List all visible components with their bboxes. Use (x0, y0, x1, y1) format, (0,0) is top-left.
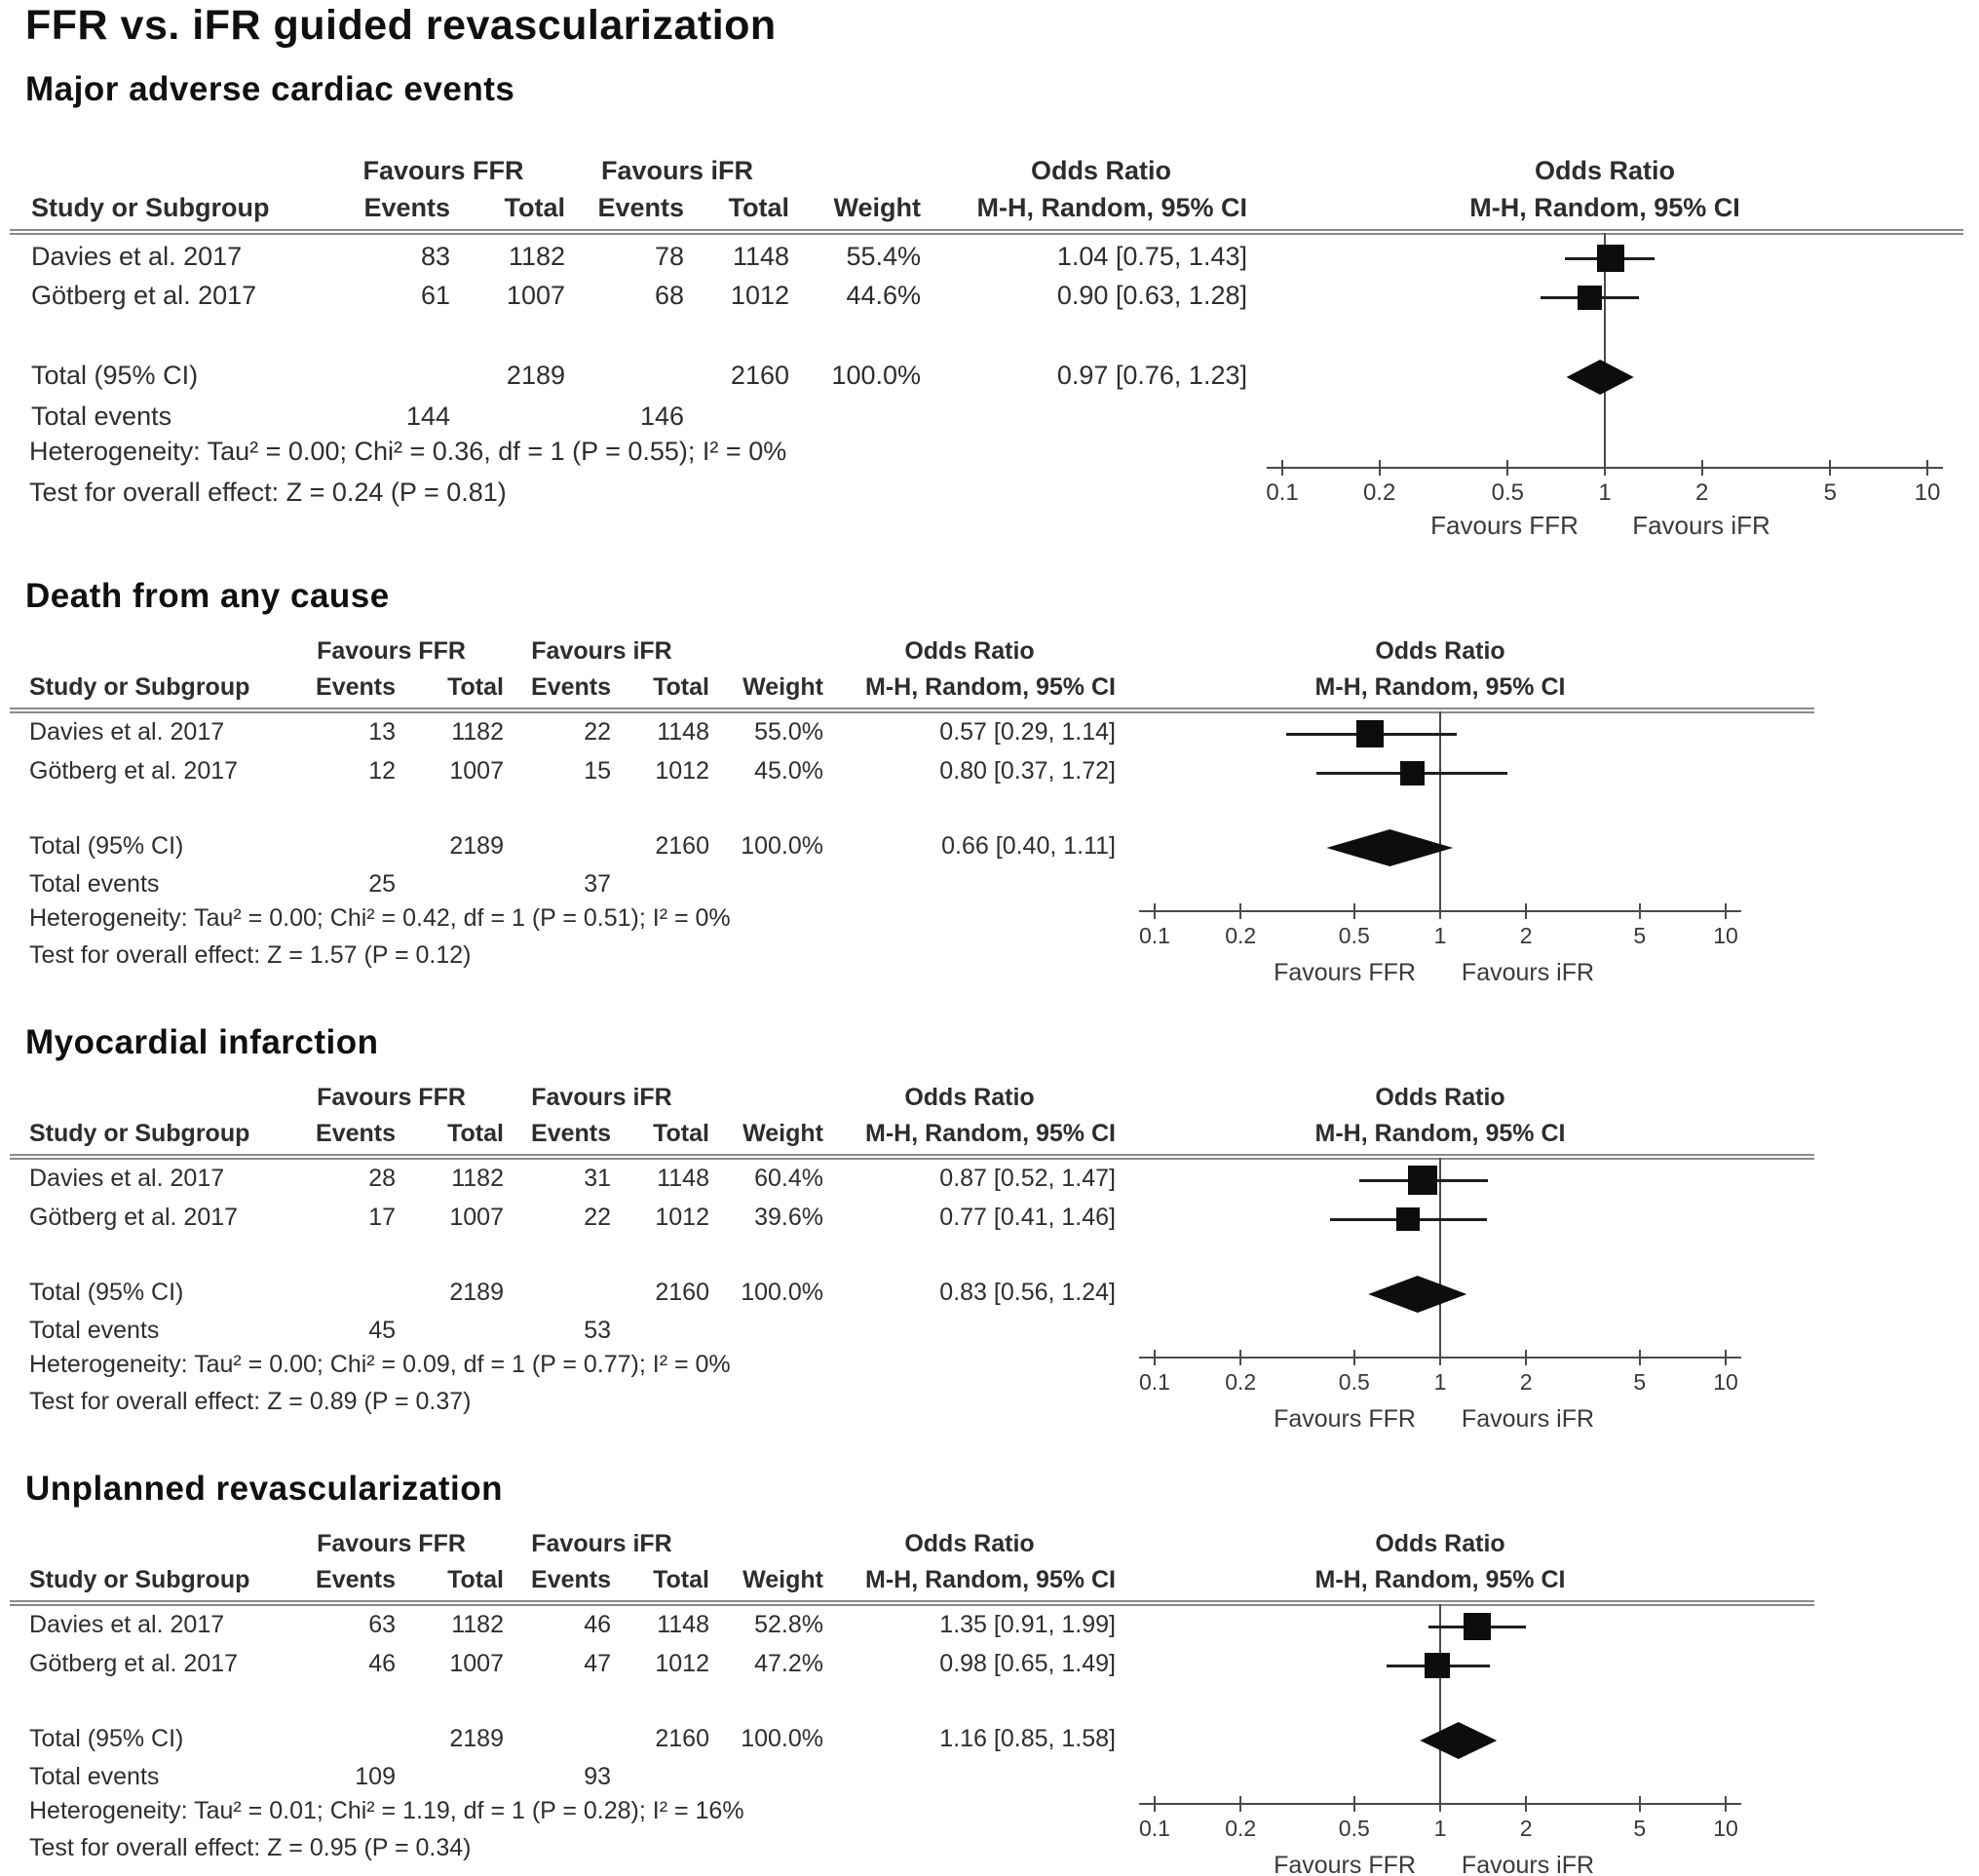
summary-diamond (1368, 1276, 1466, 1313)
panel-heading: Major adverse cardiac events (25, 70, 515, 108)
col-header-weight: Weight (742, 1120, 823, 1147)
total-ffr: 1007 (449, 1204, 504, 1231)
events-ifr: 47 (584, 1650, 611, 1677)
axis-tick (1701, 460, 1703, 476)
axis-tick-label: 1 (1433, 1816, 1447, 1841)
col-header-events: Events (316, 1566, 396, 1593)
total-ffr: 1007 (449, 1650, 504, 1677)
or-ci-text: 1.04 [0.75, 1.43] (1056, 242, 1247, 271)
summary-diamond (1420, 1722, 1497, 1759)
axis-tick-label: 0.5 (1338, 923, 1370, 948)
axis-tick-label: 2 (1519, 1369, 1533, 1395)
total-weight: 100.0% (741, 1725, 823, 1752)
study-name: Götberg et al. 2017 (31, 281, 257, 310)
col-header-events: Events (531, 1120, 611, 1147)
total-weight: 100.0% (741, 1279, 823, 1306)
axis-tick-label: 0.1 (1139, 923, 1170, 948)
study-name: Götberg et al. 2017 (29, 1650, 239, 1677)
axis-tick-label: 2 (1694, 479, 1709, 506)
weight: 55.0% (754, 718, 823, 746)
axis-tick-label: 1 (1433, 1369, 1447, 1395)
col-header-total: Total (504, 193, 565, 222)
favours-left-label: Favours FFR (1274, 1405, 1416, 1433)
col-header-weight: Weight (742, 673, 823, 701)
favours-right-label: Favours iFR (1461, 1852, 1595, 1876)
events-ffr: 28 (368, 1165, 396, 1192)
axis-tick (1525, 1350, 1527, 1365)
axis-tick-label: 0.5 (1338, 1816, 1370, 1841)
axis-tick (1154, 1350, 1156, 1365)
events-ffr: 12 (368, 757, 396, 785)
col-header-total: Total (447, 1120, 504, 1147)
total-ifr: 1012 (655, 757, 709, 785)
plot-header-odds-ratio: Odds Ratio (1375, 637, 1505, 665)
col-header-method: M-H, Random, 95% CI (976, 193, 1247, 222)
axis-tick-label: 1 (1598, 479, 1612, 506)
total-ifr: 1148 (657, 718, 709, 746)
axis-tick (1439, 1796, 1441, 1812)
axis-tick (1926, 460, 1928, 476)
col-header-study: Study or Subgroup (29, 673, 250, 701)
axis-tick-label: 2 (1519, 1816, 1533, 1841)
axis-tick (1639, 903, 1641, 919)
total-events-label: Total events (29, 1763, 160, 1790)
events-ffr: 13 (368, 718, 396, 746)
col-header-favours-ffr: Favours FFR (317, 1084, 466, 1111)
no-effect-line (1439, 711, 1441, 911)
axis-tick (1639, 1350, 1641, 1365)
total-or-ci: 1.16 [0.85, 1.58] (939, 1725, 1116, 1752)
favours-left-label: Favours FFR (1430, 511, 1579, 540)
col-header-total: Total (653, 673, 709, 701)
panel-heading: Death from any cause (25, 577, 390, 615)
axis-tick (1525, 1796, 1527, 1812)
heterogeneity-line: Heterogeneity: Tau² = 0.01; Chi² = 1.19, df = 1 (P = 0.28); I² = 16% (29, 1797, 744, 1824)
favours-right-label: Favours iFR (1461, 1405, 1595, 1433)
total-events-ffr: 109 (355, 1763, 396, 1790)
events-ffr: 63 (368, 1611, 396, 1638)
total-ifr: 1012 (655, 1650, 709, 1677)
favours-right-label: Favours iFR (1632, 511, 1770, 540)
total-events-ffr: 25 (368, 870, 396, 898)
study-name: Davies et al. 2017 (29, 718, 225, 746)
axis-tick-label: 10 (1713, 923, 1738, 948)
axis-tick (1725, 903, 1727, 919)
col-header-method: M-H, Random, 95% CI (865, 673, 1116, 701)
favours-right-label: Favours iFR (1461, 959, 1595, 986)
axis-tick-label: 5 (1823, 479, 1838, 506)
weight: 52.8% (754, 1611, 823, 1638)
total-ifr: 2160 (655, 832, 709, 860)
total-ffr: 2189 (449, 832, 504, 860)
col-header-favours-ifr: Favours iFR (531, 1530, 672, 1557)
total-label: Total (95% CI) (29, 832, 184, 860)
panel-heading: Unplanned revascularization (25, 1470, 504, 1508)
axis-tick-label: 10 (1914, 479, 1941, 506)
panel-myocardial-infarction (0, 1023, 1979, 1470)
col-header-events: Events (531, 673, 611, 701)
events-ifr: 22 (584, 1204, 611, 1231)
axis-tick-label: 10 (1713, 1816, 1738, 1841)
summary-diamond (1326, 829, 1453, 866)
summary-diamond (1567, 360, 1634, 395)
events-ifr: 31 (584, 1165, 611, 1192)
or-square (1464, 1613, 1491, 1640)
col-header-favours-ffr: Favours FFR (362, 156, 524, 185)
favours-left-label: Favours FFR (1274, 1852, 1416, 1876)
total-ffr: 1182 (451, 1611, 504, 1638)
study-name: Götberg et al. 2017 (29, 757, 239, 785)
col-header-odds-ratio: Odds Ratio (904, 1084, 1035, 1111)
or-ci-text: 0.80 [0.37, 1.72] (939, 757, 1116, 785)
total-ffr: 2189 (449, 1725, 504, 1752)
col-header-study: Study or Subgroup (31, 193, 270, 222)
total-weight: 100.0% (831, 361, 921, 390)
panel-major-adverse-cardiac-events (0, 70, 1979, 577)
total-ifr: 1012 (730, 281, 789, 310)
figure-title: FFR vs. iFR guided revascularization (25, 2, 777, 49)
weight: 55.4% (846, 242, 921, 271)
axis-tick-label: 5 (1633, 923, 1647, 948)
events-ffr: 17 (368, 1204, 396, 1231)
or-square (1400, 761, 1425, 785)
study-name: Davies et al. 2017 (29, 1611, 225, 1638)
col-header-study: Study or Subgroup (29, 1566, 250, 1593)
weight: 47.2% (754, 1650, 823, 1677)
or-square (1408, 1166, 1437, 1195)
favours-left-label: Favours FFR (1274, 959, 1416, 986)
total-ifr: 1012 (655, 1204, 709, 1231)
total-ifr: 2160 (655, 1279, 709, 1306)
col-header-favours-ifr: Favours iFR (531, 1084, 672, 1111)
axis-tick (1506, 460, 1508, 476)
axis-tick-label: 0.2 (1225, 1816, 1257, 1841)
col-header-favours-ffr: Favours FFR (317, 1530, 466, 1557)
no-effect-line (1439, 1158, 1441, 1358)
axis-tick-label: 0.1 (1139, 1369, 1170, 1395)
col-header-total: Total (653, 1120, 709, 1147)
col-header-weight: Weight (742, 1566, 823, 1593)
col-header-events: Events (316, 1120, 396, 1147)
axis-tick-label: 0.1 (1266, 479, 1299, 506)
events-ifr: 22 (584, 718, 611, 746)
study-name: Davies et al. 2017 (29, 1165, 225, 1192)
panel-unplanned-revascularization (0, 1470, 1979, 1876)
events-ifr: 15 (584, 757, 611, 785)
plot-header-method: M-H, Random, 95% CI (1314, 673, 1566, 701)
or-ci-text: 0.77 [0.41, 1.46] (939, 1204, 1116, 1231)
axis-tick (1154, 903, 1156, 919)
col-header-total: Total (447, 673, 504, 701)
total-ffr: 1007 (506, 281, 565, 310)
col-header-odds-ratio: Odds Ratio (1030, 156, 1171, 185)
axis-tick-label: 1 (1433, 923, 1447, 948)
total-events-ifr: 146 (639, 402, 684, 431)
col-header-total: Total (447, 1566, 504, 1593)
col-header-odds-ratio: Odds Ratio (904, 637, 1035, 665)
total-events-ifr: 53 (584, 1317, 611, 1344)
heterogeneity-line: Heterogeneity: Tau² = 0.00; Chi² = 0.09, df = 1 (P = 0.77); I² = 0% (29, 1351, 731, 1378)
total-weight: 100.0% (741, 832, 823, 860)
axis-tick-label: 10 (1713, 1369, 1738, 1395)
axis-tick-label: 0.5 (1338, 1369, 1370, 1395)
axis-tick-label: 0.2 (1225, 923, 1257, 948)
events-ifr: 46 (584, 1611, 611, 1638)
weight: 39.6% (754, 1204, 823, 1231)
axis-tick (1725, 1796, 1727, 1812)
col-header-total: Total (728, 193, 789, 222)
total-ifr: 1148 (732, 242, 789, 271)
study-name: Davies et al. 2017 (31, 242, 243, 271)
axis-tick (1829, 460, 1831, 476)
events-ffr: 61 (420, 281, 450, 310)
total-events-ifr: 37 (584, 870, 611, 898)
weight: 60.4% (754, 1165, 823, 1192)
events-ffr: 46 (368, 1650, 396, 1677)
axis-tick-label: 0.5 (1491, 479, 1525, 506)
col-header-events: Events (316, 673, 396, 701)
total-ifr: 2160 (655, 1725, 709, 1752)
axis-tick (1154, 1796, 1156, 1812)
total-events-label: Total events (31, 402, 172, 431)
weight: 45.0% (754, 757, 823, 785)
or-square (1396, 1207, 1420, 1231)
total-events-ifr: 93 (584, 1763, 611, 1790)
study-name: Götberg et al. 2017 (29, 1204, 239, 1231)
axis-tick-label: 0.2 (1225, 1369, 1257, 1395)
total-label: Total (95% CI) (31, 361, 199, 390)
or-ci-text: 0.57 [0.29, 1.14] (939, 718, 1116, 746)
plot-header-odds-ratio: Odds Ratio (1375, 1530, 1505, 1557)
axis-tick (1353, 1796, 1355, 1812)
or-ci-text: 1.35 [0.91, 1.99] (939, 1611, 1116, 1638)
axis-tick (1604, 460, 1606, 476)
total-ffr: 2189 (506, 361, 565, 390)
axis-tick (1725, 1350, 1727, 1365)
or-ci-text: 0.90 [0.63, 1.28] (1056, 281, 1247, 310)
col-header-events: Events (363, 193, 450, 222)
events-ffr: 83 (420, 242, 450, 271)
total-ffr: 1182 (451, 718, 504, 746)
total-or-ci: 0.83 [0.56, 1.24] (939, 1279, 1116, 1306)
total-ifr: 1148 (657, 1611, 709, 1638)
axis-tick-label: 0.1 (1139, 1816, 1170, 1841)
or-ci-text: 0.98 [0.65, 1.49] (939, 1650, 1116, 1677)
total-events-label: Total events (29, 870, 160, 898)
or-square (1597, 245, 1624, 272)
total-ffr: 1182 (508, 242, 565, 271)
total-events-ffr: 45 (368, 1317, 396, 1344)
no-effect-line (1439, 1604, 1441, 1804)
forest-plot (0, 1470, 1979, 1876)
total-ifr: 2160 (730, 361, 789, 390)
col-header-odds-ratio: Odds Ratio (904, 1530, 1035, 1557)
total-events-ffr: 144 (405, 402, 450, 431)
overall-effect-line: Test for overall effect: Z = 0.89 (P = 0.37) (29, 1388, 472, 1415)
panel-death-from-any-cause (0, 577, 1979, 1023)
forest-plot (0, 577, 1979, 1023)
or-square (1356, 720, 1384, 747)
or-square (1425, 1653, 1450, 1678)
axis-tick-label: 5 (1633, 1816, 1647, 1841)
col-header-events: Events (597, 193, 684, 222)
plot-header-method: M-H, Random, 95% CI (1314, 1120, 1566, 1147)
total-events-label: Total events (29, 1317, 160, 1344)
overall-effect-line: Test for overall effect: Z = 0.24 (P = 0.81) (29, 478, 507, 507)
col-header-events: Events (531, 1566, 611, 1593)
plot-header-odds-ratio: Odds Ratio (1375, 1084, 1505, 1111)
axis-tick (1639, 1796, 1641, 1812)
or-ci-text: 0.87 [0.52, 1.47] (939, 1165, 1116, 1192)
overall-effect-line: Test for overall effect: Z = 1.57 (P = 0.12) (29, 941, 472, 969)
axis-tick (1525, 903, 1527, 919)
total-or-ci: 0.66 [0.40, 1.11] (941, 832, 1116, 860)
total-ffr: 1182 (451, 1165, 504, 1192)
axis-tick (1353, 903, 1355, 919)
axis-tick (1239, 903, 1241, 919)
col-header-favours-ffr: Favours FFR (317, 637, 466, 665)
plot-header-odds-ratio: Odds Ratio (1534, 156, 1675, 185)
events-ifr: 68 (654, 281, 684, 310)
heterogeneity-line: Heterogeneity: Tau² = 0.00; Chi² = 0.36, df = 1 (P = 0.55); I² = 0% (29, 437, 787, 466)
total-ffr: 2189 (449, 1279, 504, 1306)
axis-tick (1239, 1350, 1241, 1365)
col-header-method: M-H, Random, 95% CI (865, 1120, 1116, 1147)
total-label: Total (95% CI) (29, 1725, 184, 1752)
axis-tick (1353, 1350, 1355, 1365)
col-header-study: Study or Subgroup (29, 1120, 250, 1147)
axis-tick-label: 5 (1633, 1369, 1647, 1395)
col-header-weight: Weight (833, 193, 921, 222)
panel-heading: Myocardial infarction (25, 1023, 379, 1061)
col-header-total: Total (653, 1566, 709, 1593)
col-header-favours-ifr: Favours iFR (531, 637, 672, 665)
weight: 44.6% (846, 281, 921, 310)
total-ffr: 1007 (449, 757, 504, 785)
col-header-favours-ifr: Favours iFR (600, 156, 754, 185)
total-label: Total (95% CI) (29, 1279, 184, 1306)
axis-tick-label: 0.2 (1362, 479, 1396, 506)
axis-tick (1281, 460, 1283, 476)
plot-header-method: M-H, Random, 95% CI (1314, 1566, 1566, 1593)
forest-plot (0, 1023, 1979, 1470)
heterogeneity-line: Heterogeneity: Tau² = 0.00; Chi² = 0.42, df = 1 (P = 0.51); I² = 0% (29, 904, 731, 932)
axis-tick (1379, 460, 1381, 476)
axis-tick (1239, 1796, 1241, 1812)
total-or-ci: 0.97 [0.76, 1.23] (1056, 361, 1247, 390)
events-ifr: 78 (654, 242, 684, 271)
total-ifr: 1148 (657, 1165, 709, 1192)
or-square (1578, 286, 1602, 310)
plot-header-method: M-H, Random, 95% CI (1469, 193, 1740, 222)
overall-effect-line: Test for overall effect: Z = 0.95 (P = 0.34) (29, 1834, 472, 1861)
axis-tick (1439, 903, 1441, 919)
col-header-method: M-H, Random, 95% CI (865, 1566, 1116, 1593)
forest-plot (0, 70, 1979, 577)
axis-tick (1439, 1350, 1441, 1365)
axis-tick-label: 2 (1519, 923, 1533, 948)
